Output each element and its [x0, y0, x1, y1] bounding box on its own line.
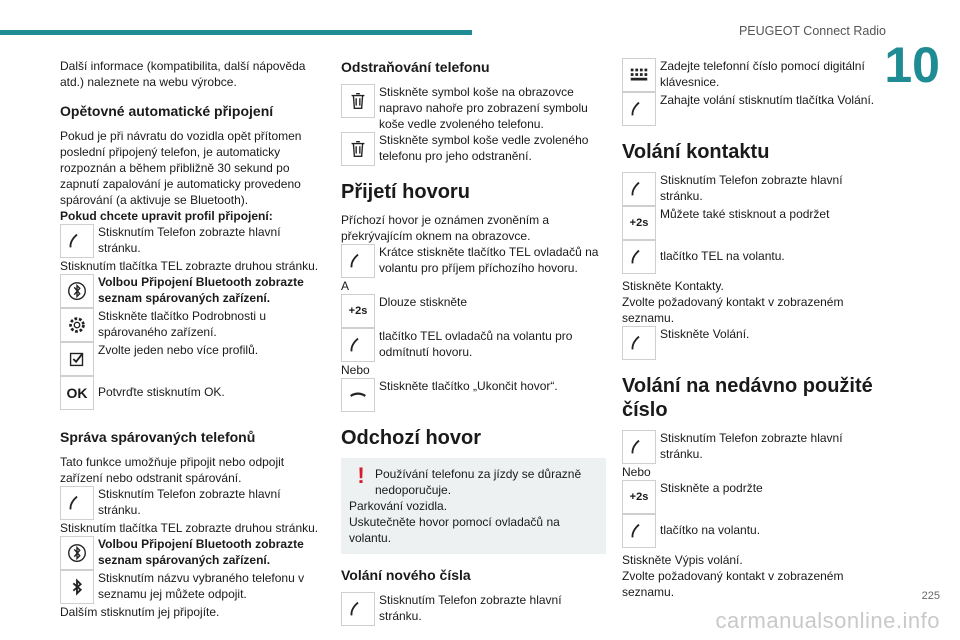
- keypad-icon: [622, 58, 656, 92]
- step-text: Můžete také stisknout a podržet: [660, 207, 830, 221]
- warning-icon: !: [357, 463, 365, 488]
- step-row: [341, 378, 606, 412]
- step-row: [622, 206, 884, 240]
- hang-up-icon: [341, 378, 375, 412]
- step-row: [60, 308, 322, 342]
- heading-incoming: Přijetí hovoru: [341, 181, 470, 203]
- step-row: [622, 172, 884, 206]
- step-row: [341, 294, 606, 328]
- step-text: Stisknutím tlačítka TEL zobrazte druhou stránku.: [60, 521, 319, 535]
- column-1: [60, 58, 322, 620]
- page-number: 225: [921, 590, 940, 602]
- heading-new-number: Volání nového čísla: [341, 567, 471, 583]
- incoming-text: Příchozí hovor je oznámen zvoněním a překrývajícím oknem na obrazovce.: [341, 213, 550, 243]
- header-accent-bar: [0, 30, 472, 35]
- column-3: [622, 58, 884, 600]
- step-text: Stiskněte Kontakty.: [622, 279, 724, 293]
- heading-contact: Volání kontaktu: [622, 141, 770, 163]
- ok-icon: OK: [60, 376, 94, 410]
- step-row: [60, 274, 322, 308]
- phone-handset-icon: [60, 224, 94, 258]
- heading-manage: Správa spárovaných telefonů: [60, 429, 256, 445]
- heading-delete: Odstraňování telefonu: [341, 59, 490, 75]
- phone-handset-icon: [341, 592, 375, 626]
- step-text: Stisknutím Telefon zobrazte hlavní stránku.: [98, 487, 281, 517]
- phone-handset-icon: [341, 244, 375, 278]
- step-text: Stiskněte Výpis volání.: [622, 553, 743, 567]
- manage-text: Tato funkce umožňuje připojit nebo odpojit zařízení nebo odstranit spárování.: [60, 455, 285, 485]
- chapter-number: 10: [884, 37, 940, 93]
- step-text: Stiskněte tlačítko „Ukončit hovor“.: [379, 379, 558, 393]
- step-text: Stiskněte a podržte: [660, 481, 763, 495]
- heading-recent: Volání na nedávno použité číslo: [622, 375, 873, 421]
- header-title: PEUGEOT Connect Radio: [738, 24, 886, 38]
- step-text: Stiskněte symbol koše vedle zvoleného telefonu pro jeho odstranění.: [379, 133, 589, 163]
- hold-2s-icon: +2s: [622, 206, 656, 240]
- phone-handset-icon: [622, 92, 656, 126]
- step-text: Volbou Připojení Bluetooth zobrazte seznam spárovaných zařízení.: [98, 537, 304, 567]
- gear-icon: [60, 308, 94, 342]
- step-text: Stiskněte Volání.: [660, 327, 750, 341]
- trash-icon: [341, 84, 375, 118]
- step-text: Dalším stisknutím jej připojíte.: [60, 605, 220, 619]
- hold-2s-icon: +2s: [341, 294, 375, 328]
- step-text: Dlouze stiskněte: [379, 295, 468, 309]
- hold-2s-icon: +2s: [622, 480, 656, 514]
- bluetooth-search-icon: [60, 536, 94, 570]
- step-text: tlačítko na volantu.: [660, 523, 761, 537]
- trash-icon: [341, 132, 375, 166]
- step-row: [622, 480, 884, 514]
- step-text: Zvolte jeden nebo více profilů.: [98, 343, 259, 357]
- step-text: tlačítko TEL ovladačů na volantu pro odmítnutí hovoru.: [379, 329, 573, 359]
- phone-handset-icon: [622, 514, 656, 548]
- step-row: [341, 328, 606, 362]
- step-text: Stiskněte tlačítko Podrobnosti u spárovaného zařízení.: [98, 309, 267, 339]
- conjunction-a: A: [341, 279, 350, 293]
- step-row: [60, 342, 322, 376]
- step-text: Stisknutím Telefon zobrazte hlavní stránku.: [660, 173, 843, 203]
- heading-outgoing: Odchozí hovor: [341, 427, 481, 449]
- phone-handset-icon: [622, 172, 656, 206]
- step-row: [60, 224, 322, 258]
- conjunction-nebo: Nebo: [622, 465, 651, 479]
- step-text: Zvolte požadovaný kontakt v zobrazeném seznamu.: [622, 295, 844, 325]
- step-text: Zahajte volání stisknutím tlačítka Volání.: [660, 93, 875, 107]
- warning-text: Používání telefonu za jízdy se důrazně nedoporučuje.: [375, 467, 582, 497]
- step-row: [622, 58, 884, 92]
- step-text: Krátce stiskněte tlačítko TEL ovladačů na volantu pro příjem příchozího hovoru.: [379, 245, 599, 275]
- step-text: Zvolte požadovaný kontakt v zobrazeném seznamu.: [622, 569, 844, 599]
- step-text: tlačítko TEL na volantu.: [660, 249, 785, 263]
- phone-handset-icon: [622, 430, 656, 464]
- step-text: Stisknutím tlačítka TEL zobrazte druhou stránku.: [60, 259, 319, 273]
- warning-text: Parkování vozidla.: [349, 499, 448, 513]
- checkbox-icon: [60, 342, 94, 376]
- step-row: [60, 376, 322, 410]
- watermark: carmanualsonline.info: [715, 608, 940, 633]
- step-text: Stisknutím Telefon zobrazte hlavní stránku.: [379, 593, 562, 623]
- bluetooth-search-icon: [60, 274, 94, 308]
- phone-handset-icon: [622, 326, 656, 360]
- step-row: [60, 486, 322, 520]
- heading-reconnect: Opětovné automatické připojení: [60, 103, 274, 119]
- phone-handset-icon: [60, 486, 94, 520]
- step-row: [341, 244, 606, 278]
- step-text: Zadejte telefonní číslo pomocí digitální klávesnice.: [660, 59, 865, 89]
- step-row: [341, 592, 606, 626]
- edit-profile-title: Pokud chcete upravit profil připojení:: [60, 209, 273, 223]
- step-row: [622, 240, 884, 274]
- step-row: [622, 326, 884, 360]
- step-text: Stisknutím Telefon zobrazte hlavní stránku.: [98, 225, 281, 255]
- step-row: [60, 536, 322, 570]
- step-text: Volbou Připojení Bluetooth zobrazte seznam spárovaných zařízení.: [98, 275, 304, 305]
- reconnect-text: Pokud je při návratu do vozidla opět přítomen poslední připojený telefon, je automaticky rozpoznán a během přibližně 30 sekund po zapnutí zapalování je automaticky provedeno spárování (a aktivuje se Bluetooth).: [60, 129, 302, 207]
- step-row: [622, 430, 884, 464]
- step-text: Stisknutím názvu vybraného telefonu v seznamu jej můžete odpojit.: [98, 571, 305, 601]
- warning-box: [341, 458, 606, 554]
- step-text: Stisknutím Telefon zobrazte hlavní stránku.: [660, 431, 843, 461]
- step-text: Stiskněte symbol koše na obrazovce napravo nahoře pro zobrazení symbolu koše vedle zvoleného telefonu.: [379, 85, 588, 131]
- warning-row: [349, 463, 598, 498]
- step-row: [341, 132, 606, 166]
- step-row: [622, 92, 884, 126]
- conjunction-nebo: Nebo: [341, 363, 370, 377]
- step-row: [622, 514, 884, 548]
- phone-handset-icon: [622, 240, 656, 274]
- step-row: [341, 84, 606, 132]
- phone-handset-icon: [341, 328, 375, 362]
- intro-text: Další informace (kompatibilita, další nápověda atd.) naleznete na webu výrobce.: [60, 59, 306, 89]
- column-2: [341, 58, 606, 626]
- step-row: [60, 570, 322, 604]
- warning-text: Uskutečněte hovor pomocí ovladačů na volantu.: [349, 515, 560, 545]
- step-text: Potvrďte stisknutím OK.: [98, 385, 225, 399]
- bluetooth-icon: [60, 570, 94, 604]
